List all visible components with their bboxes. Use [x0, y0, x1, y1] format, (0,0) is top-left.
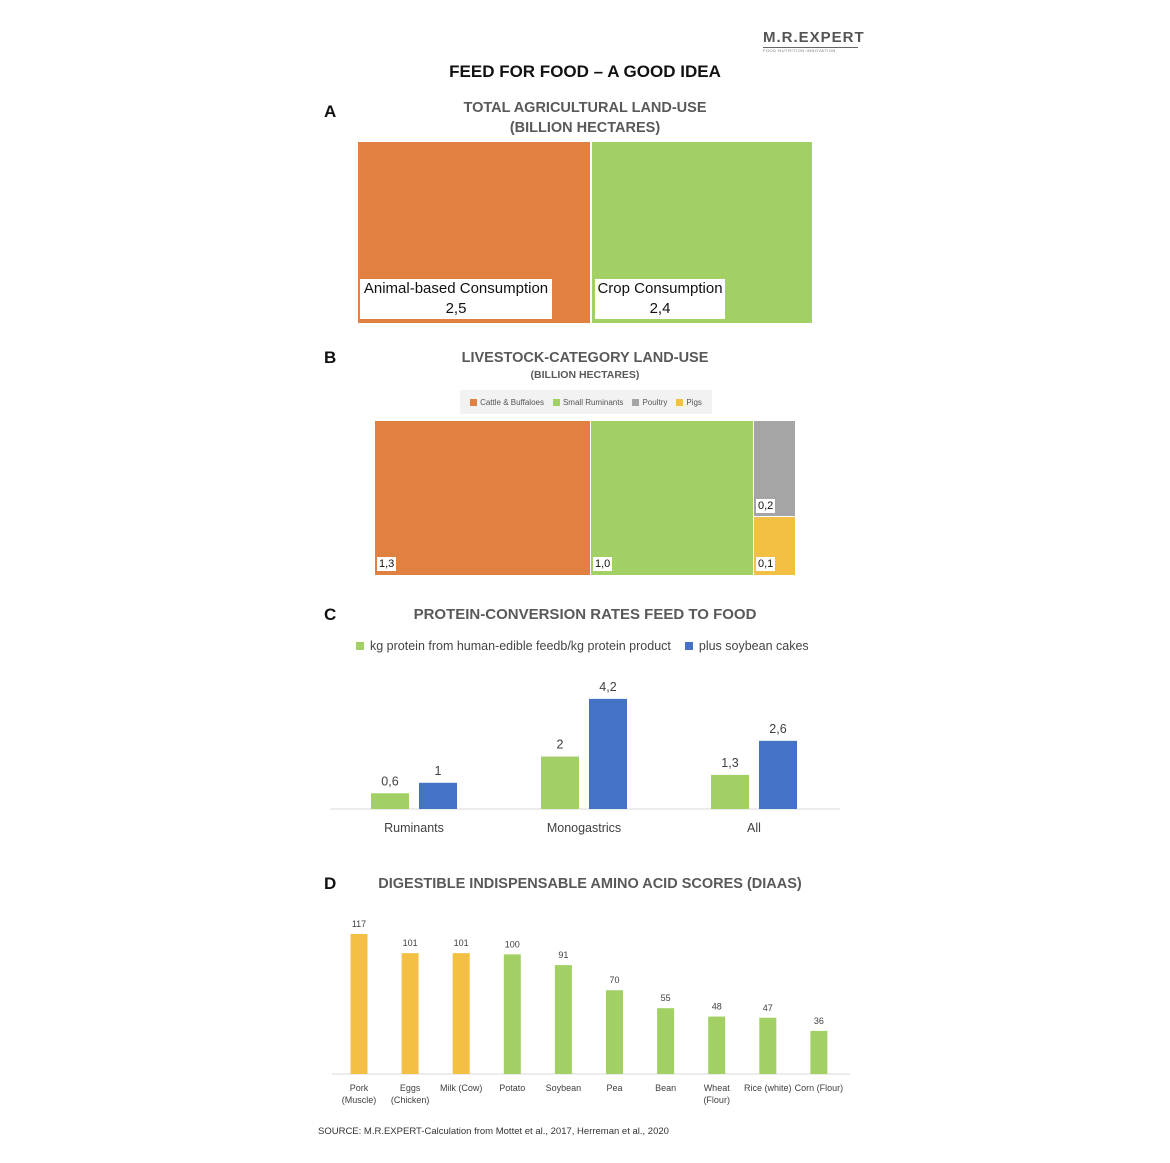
panel-d-letter: D: [324, 874, 337, 893]
panel-b-title-line2: (BILLION HECTARES): [530, 369, 640, 381]
data-label: 1,3: [721, 755, 739, 770]
legend-swatch: [470, 399, 477, 406]
panel-b-letter: B: [324, 348, 337, 367]
logo-name: M.R.EXPERT: [763, 29, 865, 46]
page-title: FEED FOR FOOD – A GOOD IDEA: [449, 62, 721, 81]
diaas-bar: [402, 953, 419, 1074]
panel-c-letter: C: [324, 605, 337, 624]
diaas-bar: [453, 953, 470, 1074]
diaas-bar: [759, 1018, 776, 1074]
legend-label: Small Ruminants: [562, 397, 624, 407]
data-label: 70: [609, 975, 620, 986]
crop-label-text: Crop Consumption: [597, 280, 723, 297]
diaas-chart: [320, 910, 860, 1110]
diaas-bar: [657, 1008, 674, 1074]
legend-swatch: [356, 642, 364, 650]
source-note: SOURCE: M.R.EXPERT-Calculation from Mottet et al., 2017, Herreman et al., 2020: [318, 1126, 669, 1137]
bar-soybean-cakes: [589, 699, 627, 809]
legend-swatch: [685, 642, 693, 650]
data-label: 55: [660, 993, 671, 1004]
data-label: 117: [351, 919, 367, 929]
panel-c-legend: [356, 639, 809, 653]
diaas-bar: [708, 1017, 725, 1074]
data-label: 0,6: [381, 774, 399, 789]
panel-a-title-line1: TOTAL AGRICULTURAL LAND-USE: [463, 100, 707, 116]
category-label: Bean: [655, 1083, 677, 1093]
diaas-bar: [810, 1031, 827, 1074]
legend-item-poultry: [632, 398, 667, 407]
data-label: 100: [504, 939, 520, 950]
category-label: Pork: [349, 1083, 369, 1093]
legend-item-human-edible: [356, 639, 671, 653]
category-label: Milk (Cow): [439, 1083, 483, 1093]
treemap-a-crop-label: [595, 279, 725, 319]
diaas-bar: [555, 965, 572, 1074]
panel-b-legend: [460, 390, 712, 414]
data-label: 2,6: [769, 721, 787, 736]
data-label: 1: [434, 763, 442, 778]
category-label: All: [747, 821, 761, 835]
data-label: 48: [711, 1001, 722, 1012]
animal-label-text: Animal-based Consumption: [363, 280, 549, 297]
legend-swatch: [632, 399, 639, 406]
category-label: Monogastrics: [546, 821, 622, 835]
treemap-b-small-ruminants-value: 1,0: [595, 558, 611, 570]
bar-soybean-cakes: [419, 783, 457, 809]
crop-label-value: 2,4: [649, 300, 671, 317]
animal-label-value: 2,5: [445, 300, 467, 317]
data-label: 2: [556, 737, 564, 752]
category-label: Potato: [499, 1083, 526, 1093]
legend-item-pigs: [676, 398, 702, 407]
diaas-bar: [351, 934, 368, 1074]
treemap-a-animal-label: [360, 279, 552, 319]
category-label: Wheat: [703, 1083, 730, 1093]
diaas-bar: [606, 990, 623, 1074]
panel-a-title: [400, 98, 770, 138]
data-label: 36: [813, 1015, 824, 1026]
legend-label: Poultry: [642, 397, 668, 407]
category-label: Eggs: [399, 1083, 421, 1093]
panel-a-letter: A: [324, 102, 337, 121]
logo-tagline: FOOD·NUTRITION·INNOVATION: [763, 48, 836, 53]
legend-item-cattle: [470, 398, 544, 407]
bar-soybean-cakes: [759, 741, 797, 809]
data-label: 101: [402, 938, 418, 949]
brand-logo: [763, 29, 865, 53]
data-label: 47: [762, 1002, 773, 1013]
category-label: Ruminants: [384, 821, 444, 835]
category-label: Corn (Flour): [794, 1083, 844, 1093]
panel-a-title-line2: (BILLION HECTARES): [509, 120, 661, 136]
legend-label: Cattle & Buffaloes: [480, 397, 544, 407]
treemap-b-pigs-value: 0,1: [758, 558, 774, 570]
legend-swatch: [553, 399, 560, 406]
category-label: Pea: [606, 1083, 623, 1093]
treemap-b-cattle: [375, 421, 590, 575]
panel-c-title: PROTEIN-CONVERSION RATES FEED TO FOOD: [413, 606, 757, 623]
data-label: 101: [453, 938, 469, 949]
legend-item-soybean-cakes: [685, 639, 809, 653]
legend-label: plus soybean cakes: [698, 639, 809, 653]
bar-human-edible: [711, 775, 749, 809]
legend-swatch: [676, 399, 683, 406]
category-label: (Flour): [703, 1095, 730, 1105]
category-label: Rice (white): [744, 1083, 792, 1093]
diaas-bar: [504, 954, 521, 1074]
legend-label: kg protein from human-edible feedb/kg protein product: [370, 639, 671, 653]
protein-conversion-chart: [320, 660, 850, 845]
data-label: 4,2: [599, 679, 617, 694]
panel-d-title: DIGESTIBLE INDISPENSABLE AMINO ACID SCORES (DIAAS): [378, 876, 802, 892]
legend-item-small-ruminants: [553, 398, 623, 407]
data-label: 91: [558, 950, 569, 961]
category-label: (Muscle): [341, 1095, 377, 1105]
category-label: Soybean: [545, 1083, 582, 1093]
panel-b-title-line1: LIVESTOCK-CATEGORY LAND-USE: [461, 350, 709, 366]
panel-b-title: [400, 349, 770, 383]
bar-human-edible: [541, 757, 579, 809]
bar-human-edible: [371, 793, 409, 809]
treemap-b-poultry-value: 0,2: [758, 500, 774, 512]
legend-label: Pigs: [686, 397, 702, 407]
treemap-b-cattle-value: 1,3: [379, 558, 395, 570]
treemap-b-small-ruminants: [591, 421, 753, 575]
category-label: (Chicken): [390, 1095, 430, 1105]
